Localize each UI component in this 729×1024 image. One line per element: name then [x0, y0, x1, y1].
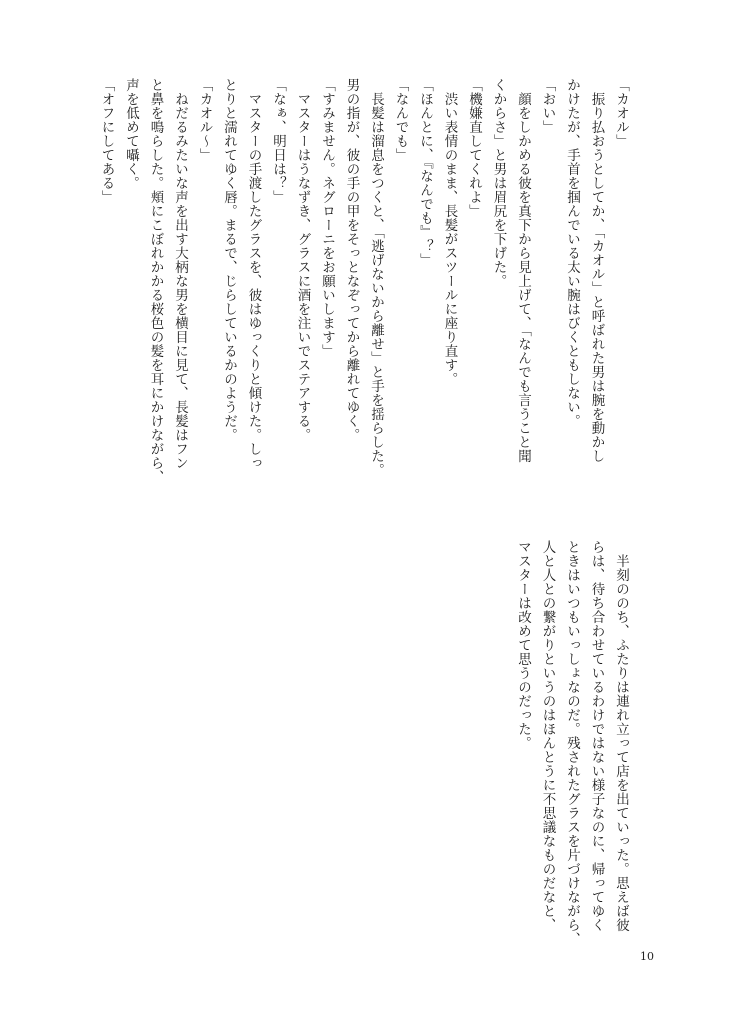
text-line: ねだるみたいな声を出す大柄な男を横目に見て、長髪はフン — [172, 78, 188, 470]
text-line: 男の指が、彼の手の甲をそっとなぞってから離れてゆく。 — [343, 78, 360, 442]
text-line: 「機嫌直してくれよ」 — [466, 78, 482, 218]
text-line: 顔をしかめる彼を真下から見上げて、「なんでも言うこと聞 — [515, 78, 531, 464]
text-line: 人と人との繋がりというのはほんとうに不思議なものだなと、 — [539, 540, 556, 932]
text-line: 「オフにしてある」 — [98, 78, 115, 204]
text-line: 「おい」 — [539, 78, 556, 134]
page-number: 10 — [640, 950, 654, 963]
text-line: 「なんでも」 — [392, 78, 409, 162]
main-text-block — [94, 78, 633, 508]
text-line: くからさ」と男は眉尻を下げた。 — [490, 78, 507, 288]
text-line: 「すみません。ネグローニをお願いします」 — [319, 78, 335, 358]
text-line: 渋い表情のまま、長髪がスツールに座り直す。 — [441, 78, 458, 386]
text-line: 振り払おうとしてか、「カオル」と呼ばれた男は腕を動かし — [588, 78, 605, 464]
text-line: かけたが、手首を掴んでいる太い腕はびくともしない。 — [564, 78, 580, 428]
text-line: とりと濡れてゆく唇。まるで、じらしているかのようだ。 — [221, 78, 237, 442]
text-line: 長髪は溜息をつくと、「逃げないから離せ」と手を揺らした。 — [368, 78, 384, 478]
text-line: と鼻を鳴らした。頬にこぼれかかる桜色の髪を耳にかけながら、 — [147, 78, 164, 484]
text-line: 「なぁ、明日は？」 — [270, 78, 286, 204]
text-line: 「カオル～」 — [196, 78, 213, 162]
text-line: 「カオル」 — [613, 78, 629, 148]
text-line: 声を低めて囁く。 — [123, 78, 139, 190]
closing-text-block — [511, 540, 634, 946]
text-line: ときはいつもいっしょなのだ。残されたグラスを片づけながら、 — [564, 540, 580, 946]
text-line: らは、待ち合わせているわけではない様子なのに、帰ってゆく — [588, 540, 605, 932]
text-line: マスターはうなずき、グラスに酒を注いでステアする。 — [294, 78, 311, 442]
text-line: 半刻ののち、ふたりは連れ立って店を出ていった。思えば彼 — [613, 540, 629, 932]
text-line: マスターの手渡したグラスを、彼はゆっくりと傾けた。しっ — [245, 78, 262, 470]
text-line: マスターは改めて思うのだった。 — [515, 540, 531, 750]
text-line: 「ほんとに、『なんでも』？」 — [417, 78, 433, 268]
